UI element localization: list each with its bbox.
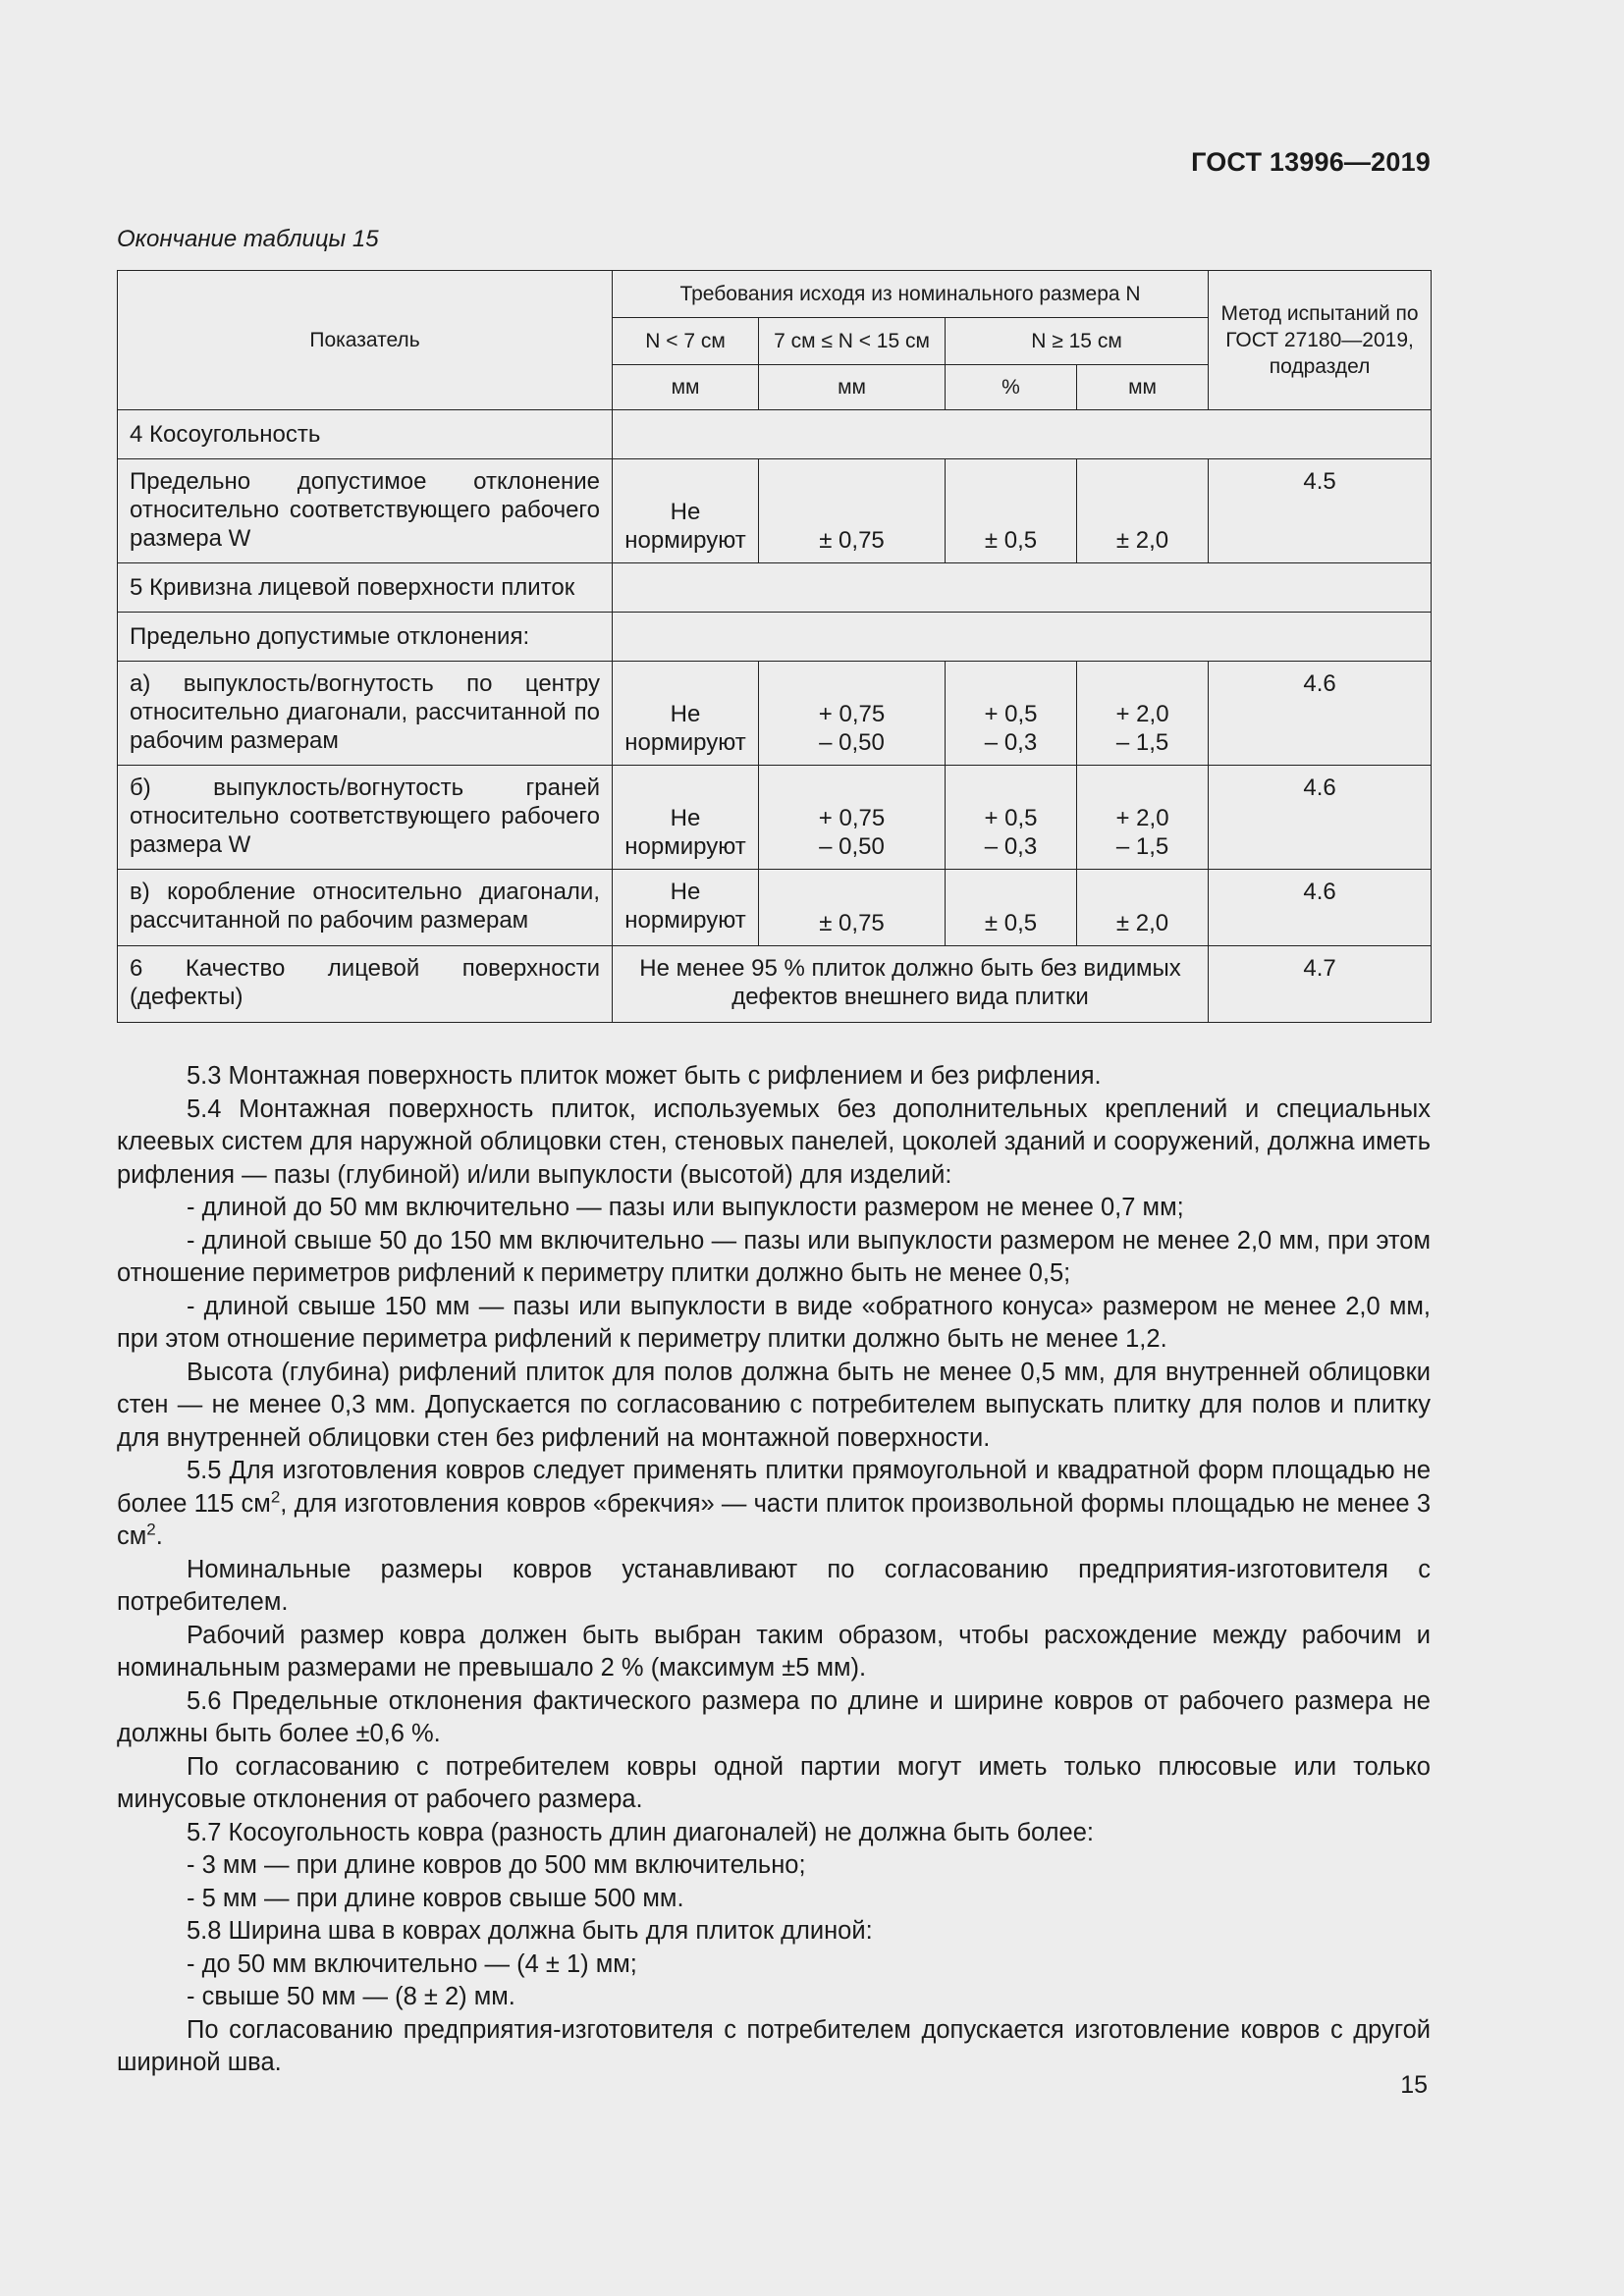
- row-4a-label: Предельно допустимое отклонение относительно соответствующего рабочего размера W: [118, 459, 613, 563]
- list-item: - до 50 мм включительно — (4 ± 1) мм;: [187, 1949, 637, 1978]
- unit-percent: %: [946, 365, 1077, 410]
- header-n-lt-7: N < 7 см: [613, 318, 759, 365]
- requirements-table: [117, 270, 1432, 1023]
- row-4a-7-15: ± 0,75: [759, 459, 946, 563]
- row-6-method: 4.7: [1209, 946, 1432, 1023]
- row-5a-method: 4.6: [1209, 662, 1432, 766]
- row-5b-7-15: [759, 766, 946, 870]
- value-minus: – 0,3: [984, 729, 1038, 756]
- row-6-requirement: Не менее 95 % плиток должно быть без видимых дефектов внешнего вида плитки: [613, 946, 1209, 1023]
- paragraph-5-5: 5.5 Для изготовления ковров следует применять плитки прямоугольной и квадратной форм площадью не более 115 $см^2$, для изготовления ковров «брекчия» — части плиток произвольной формы площадью не менее 3 $см^2$.: [117, 1457, 1431, 1550]
- row-title-4: 4 Косоугольность: [118, 410, 613, 459]
- list-item: - 3 мм — при длине ковров до 500 мм включительно;: [187, 1851, 806, 1879]
- paragraph: Высота (глубина) рифлений плиток для полов должна быть не менее 0,5 мм, для внутренней облицовки стен — не менее 0,3 мм. Допускается по согласованию с потребителем выпускать плитку для полов и плитку для внутренней облицовки стен без рифлений на монтажной поверхности.: [117, 1358, 1431, 1452]
- row-5a-ge15-pct: [946, 662, 1077, 766]
- empty-cell: [613, 410, 1432, 459]
- row-5c-ge15-pct: ± 0,5: [946, 870, 1077, 946]
- list-item: - свыше 50 мм — (8 ± 2) мм.: [187, 1983, 515, 2010]
- row-5c-label: в) коробление относительно диагонали, рассчитанной по рабочим размерам: [118, 870, 613, 946]
- list-item: - длиной свыше 50 до 150 мм включительно — пазы или выпуклости размером не менее 2,0 мм, при этом отношение периметров рифлений к периметру плитки должно быть не менее 0,5;: [117, 1226, 1431, 1287]
- row-4a-ge15-mm: ± 2,0: [1077, 459, 1209, 563]
- unit-mm: мм: [613, 365, 759, 410]
- row-5a-lt7: Не нормируют: [613, 662, 759, 766]
- row-5b-ge15-mm: [1077, 766, 1209, 870]
- row-6-label: 6 Качество лицевой поверхности (дефекты): [118, 946, 613, 1023]
- unit-mm: мм: [1077, 365, 1209, 410]
- row-5c-lt7: Не нормируют: [613, 870, 759, 946]
- row-5a-ge15-mm: [1077, 662, 1209, 766]
- value-plus: + 0,5: [984, 701, 1038, 727]
- paragraph: 5.7 Косоугольность ковра (разность длин диагоналей) не должна быть более:: [187, 1818, 1095, 1846]
- header-requirements: Требования исходя из номинального размера N: [613, 271, 1209, 318]
- list-item: - длиной свыше 150 мм — пазы или выпуклости в виде «обратного конуса» размером не менее 2,0 мм, при этом отношение периметра рифлений к периметру плитки должно быть не менее 1,2.: [117, 1292, 1431, 1353]
- paragraph: 5.8 Ширина шва в коврах должна быть для плиток длиной:: [187, 1917, 873, 1945]
- value-plus: + 2,0: [1115, 701, 1169, 727]
- header-7-15: 7 см ≤ N < 15 см: [759, 318, 946, 365]
- row-5a-label: а) выпуклость/вогнутость по центру относительно диагонали, рассчитанной по рабочим размерам: [118, 662, 613, 766]
- row-4a-lt7: Не нормируют: [613, 459, 759, 563]
- row-5c-7-15: ± 0,75: [759, 870, 946, 946]
- body-text: [117, 1060, 1431, 2080]
- row-5-subtitle: Предельно допустимые отклонения:: [118, 613, 613, 662]
- row-5b-label: б) выпуклость/вогнутость граней относительно соответствующего рабочего размера W: [118, 766, 613, 870]
- row-5b-method: 4.6: [1209, 766, 1432, 870]
- page-number: 15: [1400, 2071, 1428, 2099]
- empty-cell: [613, 563, 1432, 613]
- paragraph: 5.3 Монтажная поверхность плиток может быть с рифлением и без рифления.: [187, 1062, 1102, 1090]
- value-minus: – 0,50: [819, 729, 885, 756]
- table-caption: Окончание таблицы 15: [117, 226, 379, 252]
- empty-cell: [613, 613, 1432, 662]
- paragraph: По согласованию предприятия-изготовителя с потребителем допускается изготовление ковров с другой шириной шва.: [117, 2015, 1431, 2076]
- header-method: Метод испытаний по ГОСТ 27180—2019, подраздел: [1209, 271, 1432, 410]
- row-title-5: 5 Кривизна лицевой поверхности плиток: [118, 563, 613, 613]
- unit-mm: мм: [759, 365, 946, 410]
- paragraph: Рабочий размер ковра должен быть выбран таким образом, чтобы расхождение между рабочим и номинальным размерами не превышало 2 % (максимум ±5 мм).: [117, 1621, 1431, 1682]
- value-minus: – 0,3: [984, 833, 1038, 860]
- row-5b-ge15-pct: [946, 766, 1077, 870]
- value-minus: – 1,5: [1115, 729, 1169, 756]
- row-5b-lt7: Не нормируют: [613, 766, 759, 870]
- row-5c-ge15-mm: ± 2,0: [1077, 870, 1209, 946]
- header-n-ge-15: N ≥ 15 см: [946, 318, 1209, 365]
- value-minus: – 1,5: [1115, 833, 1169, 860]
- paragraph: 5.6 Предельные отклонения фактического размера по длине и ширине ковров от рабочего размера не должны быть более ±0,6 %.: [117, 1686, 1431, 1747]
- row-5a-7-15: [759, 662, 946, 766]
- paragraph: По согласованию с потребителем ковры одной партии могут иметь только плюсовые или только минусовые отклонения от рабочего размера.: [117, 1752, 1431, 1813]
- row-5c-method: 4.6: [1209, 870, 1432, 946]
- list-item: - длиной до 50 мм включительно — пазы или выпуклости размером не менее 0,7 мм;: [187, 1194, 1184, 1221]
- header-indicator: Показатель: [118, 271, 613, 410]
- value-plus: + 2,0: [1115, 805, 1169, 831]
- paragraph: Номинальные размеры ковров устанавливают по согласованию предприятия-изготовителя с потребителем.: [117, 1555, 1431, 1616]
- document-id: ГОСТ 13996—2019: [1191, 147, 1431, 177]
- value-minus: – 0,50: [819, 833, 885, 860]
- row-4a-method: 4.5: [1209, 459, 1432, 563]
- value-plus: + 0,75: [818, 805, 886, 831]
- row-4a-ge15-pct: ± 0,5: [946, 459, 1077, 563]
- value-plus: + 0,5: [984, 805, 1038, 831]
- value-plus: + 0,75: [818, 701, 886, 727]
- list-item: - 5 мм — при длине ковров свыше 500 мм.: [187, 1884, 684, 1912]
- paragraph: 5.4 Монтажная поверхность плиток, используемых без дополнительных креплений и специальных клеевых систем для наружной облицовки стен, стеновых панелей, цоколей зданий и сооружений, должна иметь рифления — пазы (глубиной) и/или выпуклости (высотой) для изделий:: [117, 1095, 1431, 1189]
